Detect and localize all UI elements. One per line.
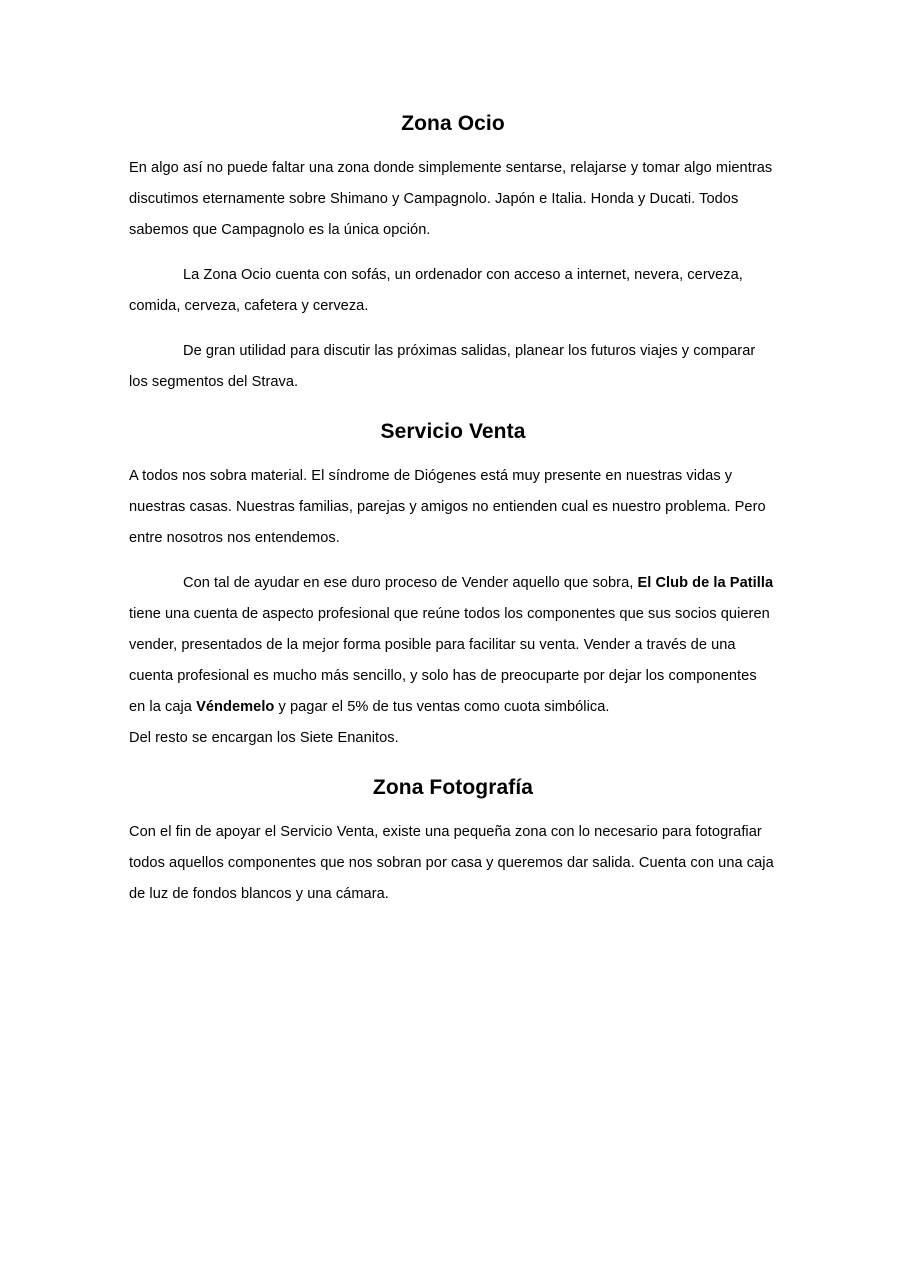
text-run: Del resto se encargan los Siete Enanitos. xyxy=(129,730,399,746)
document-content xyxy=(129,104,777,910)
paragraph: A todos nos sobra material. El síndrome de Diógenes está muy presente en nuestras vidas y nuestras casas. Nuestras familias, parejas y amigos no entienden cual es nuestro problema. Pero entre nosotros nos entendemos. xyxy=(129,468,766,546)
paragraph: En algo así no puede faltar una zona donde simplemente sentarse, relajarse y tomar algo mientras discutimos eternamente sobre Shimano y Campagnolo. Japón e Italia. Honda y Ducati. Todos sabemos que Campagnolo es la única opción. xyxy=(129,160,773,238)
paragraph: La Zona Ocio cuenta con sofás, un ordenador con acceso a internet, nevera, cerveza, comida, cerveza, cafetera y cerveza. xyxy=(129,267,743,314)
paragraph: Con el fin de apoyar el Servicio Venta, existe una pequeña zona con lo necesario para fotografiar todos aquellos componentes que nos sobran por casa y queremos dar salida. Cuenta con una caja de luz de fondos blancos y una cámara. xyxy=(129,824,774,902)
text-run: Con tal de ayudar en ese duro proceso de Vender aquello que sobra, xyxy=(183,575,638,591)
text-run: tiene una cuenta de aspecto profesional que reúne todos los componentes que sus socios quieren vender, presentados de la mejor forma posible para facilitar su venta. Vender a través de una cuenta profesional es mucho más sencillo, y solo has de preocuparte por dejar los componentes en la caja xyxy=(129,606,770,715)
section-title-zona-ocio: Zona Ocio xyxy=(401,112,505,135)
bold-box-name: Véndemelo xyxy=(196,699,275,715)
bold-club-name: El Club de la Patilla xyxy=(637,575,774,591)
paragraph-rich xyxy=(129,568,777,754)
paragraph: De gran utilidad para discutir las próximas salidas, planear los futuros viajes y comparar los segmentos del Strava. xyxy=(129,343,756,390)
text-run: y pagar el 5% de tus ventas como cuota simbólica. xyxy=(274,699,610,715)
section-title-servicio-venta: Servicio Venta xyxy=(380,420,526,443)
section-title-zona-fotografia: Zona Fotografía xyxy=(372,776,534,799)
